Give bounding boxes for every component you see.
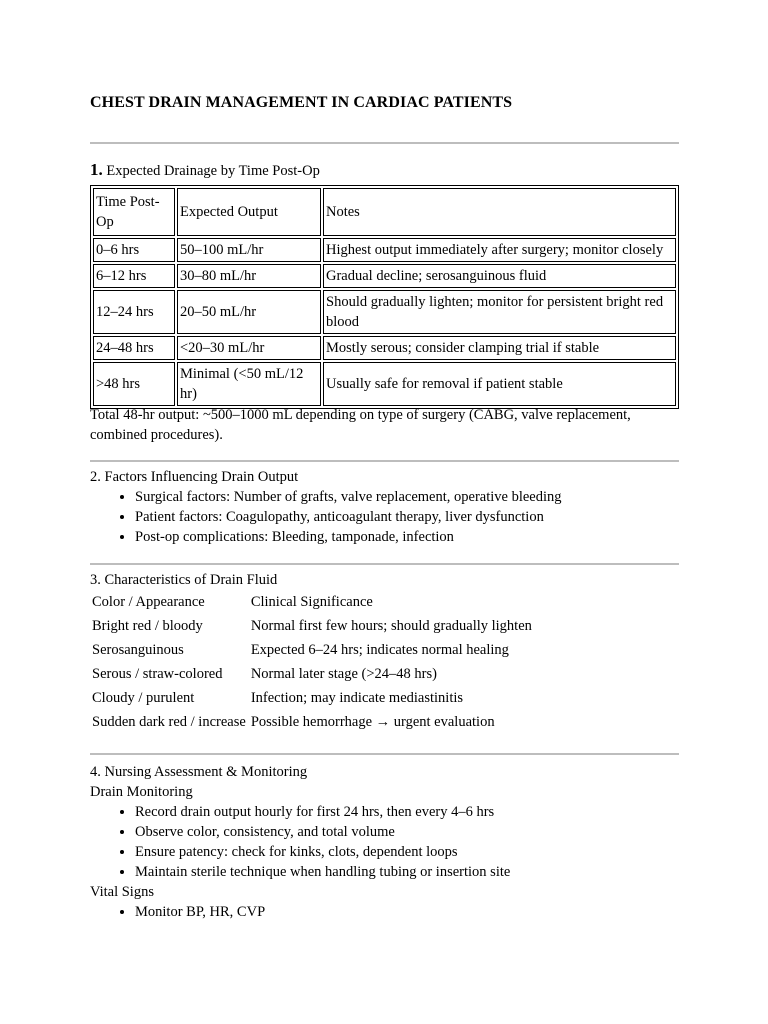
list-item: • Ensure patency: check for kinks, clots, dependent loops	[135, 842, 680, 862]
section-heading-text: Expected Drainage by Time Post-Op	[106, 163, 320, 179]
section-4	[90, 762, 680, 922]
table-cell: 0–6 hrs	[93, 238, 175, 262]
drainage-table	[90, 185, 679, 409]
section-1-heading	[90, 160, 680, 181]
table-row	[90, 614, 535, 638]
table-cell: Normal later stage (>24–48 hrs)	[250, 666, 437, 682]
table-row	[93, 238, 676, 262]
table-row	[93, 290, 676, 334]
table-header-row	[90, 590, 535, 614]
table-cell: Minimal (<50 mL/12 hr)	[177, 362, 321, 406]
divider	[90, 563, 679, 565]
table-header-cell: Color / Appearance	[92, 594, 205, 610]
table-cell: Bright red / bloody	[92, 618, 203, 634]
list-item: • Patient factors: Coagulopathy, anticoagulant therapy, liver dysfunction	[135, 507, 680, 527]
section-heading: 2. Factors Influencing Drain Output	[90, 469, 299, 485]
table-header-cell: Time Post-Op	[93, 188, 175, 236]
section-3	[90, 570, 680, 734]
table-cell: 20–50 mL/hr	[177, 290, 321, 334]
table-row	[90, 662, 535, 686]
subheading-drain-monitoring: Drain Monitoring	[90, 784, 193, 800]
list-item: • Maintain sterile technique when handling tubing or insertion site	[135, 862, 680, 882]
section-heading: 4. Nursing Assessment & Monitoring	[90, 764, 308, 780]
list-item: • Observe color, consistency, and total volume	[135, 822, 680, 842]
list-item: • Monitor BP, HR, CVP	[135, 902, 680, 922]
table-cell: Sudden dark red / increase	[92, 714, 246, 730]
table-header-cell: Notes	[323, 188, 676, 236]
divider	[90, 142, 679, 144]
section-number: 1.	[90, 160, 103, 179]
table-row	[93, 336, 676, 360]
table-cell: 30–80 mL/hr	[177, 264, 321, 288]
table-cell: Should gradually lighten; monitor for persistent bright red blood	[323, 290, 676, 334]
list-item: • Surgical factors: Number of grafts, valve replacement, operative bleeding	[135, 487, 680, 507]
vital-signs-list	[90, 902, 680, 922]
subheading-vital-signs: Vital Signs	[90, 884, 154, 900]
table-row	[90, 686, 535, 710]
table-row	[90, 638, 535, 662]
table-row	[90, 710, 535, 734]
table-cell: Infection; may indicate mediastinitis	[250, 690, 464, 706]
table-cell: Serous / straw-colored	[92, 666, 223, 682]
table-row	[93, 362, 676, 406]
table-cell: Possible hemorrhage → urgent evaluation	[250, 714, 495, 730]
table-cell: Serosanguinous	[92, 642, 184, 658]
section-heading: 3. Characteristics of Drain Fluid	[90, 572, 278, 588]
table-cell: Highest output immediately after surgery; monitor closely	[323, 238, 676, 262]
factors-list	[90, 487, 680, 547]
divider	[90, 460, 679, 462]
section-2	[90, 467, 680, 547]
divider	[90, 753, 679, 755]
table-cell: 24–48 hrs	[93, 336, 175, 360]
table-header-cell: Expected Output	[177, 188, 321, 236]
fluid-characteristics-table	[90, 590, 535, 734]
total-output-note: Total 48-hr output: ~500–1000 mL depending on type of surgery (CABG, valve replacement, combined procedures).	[90, 407, 631, 443]
list-item: • Post-op complications: Bleeding, tamponade, infection	[135, 527, 680, 547]
table-cell: >48 hrs	[93, 362, 175, 406]
table-header-row	[93, 188, 676, 236]
table-cell: Normal first few hours; should gradually lighten	[250, 618, 532, 634]
table-row	[93, 264, 676, 288]
table-cell: Cloudy / purulent	[92, 690, 195, 706]
drain-monitoring-list	[90, 802, 680, 882]
table-cell: <20–30 mL/hr	[177, 336, 321, 360]
table-cell: Gradual decline; serosanguinous fluid	[323, 264, 676, 288]
list-item: • Record drain output hourly for first 24 hrs, then every 4–6 hrs	[135, 802, 680, 822]
table-cell: Expected 6–24 hrs; indicates normal healing	[250, 642, 509, 658]
table-cell: 50–100 mL/hr	[177, 238, 321, 262]
table-cell: 12–24 hrs	[93, 290, 175, 334]
table-header-cell: Clinical Significance	[250, 594, 373, 610]
document-title: CHEST DRAIN MANAGEMENT IN CARDIAC PATIENTS	[90, 94, 513, 111]
table-cell: Mostly serous; consider clamping trial if stable	[323, 336, 676, 360]
table-cell: 6–12 hrs	[93, 264, 175, 288]
table-cell: Usually safe for removal if patient stable	[323, 362, 676, 406]
